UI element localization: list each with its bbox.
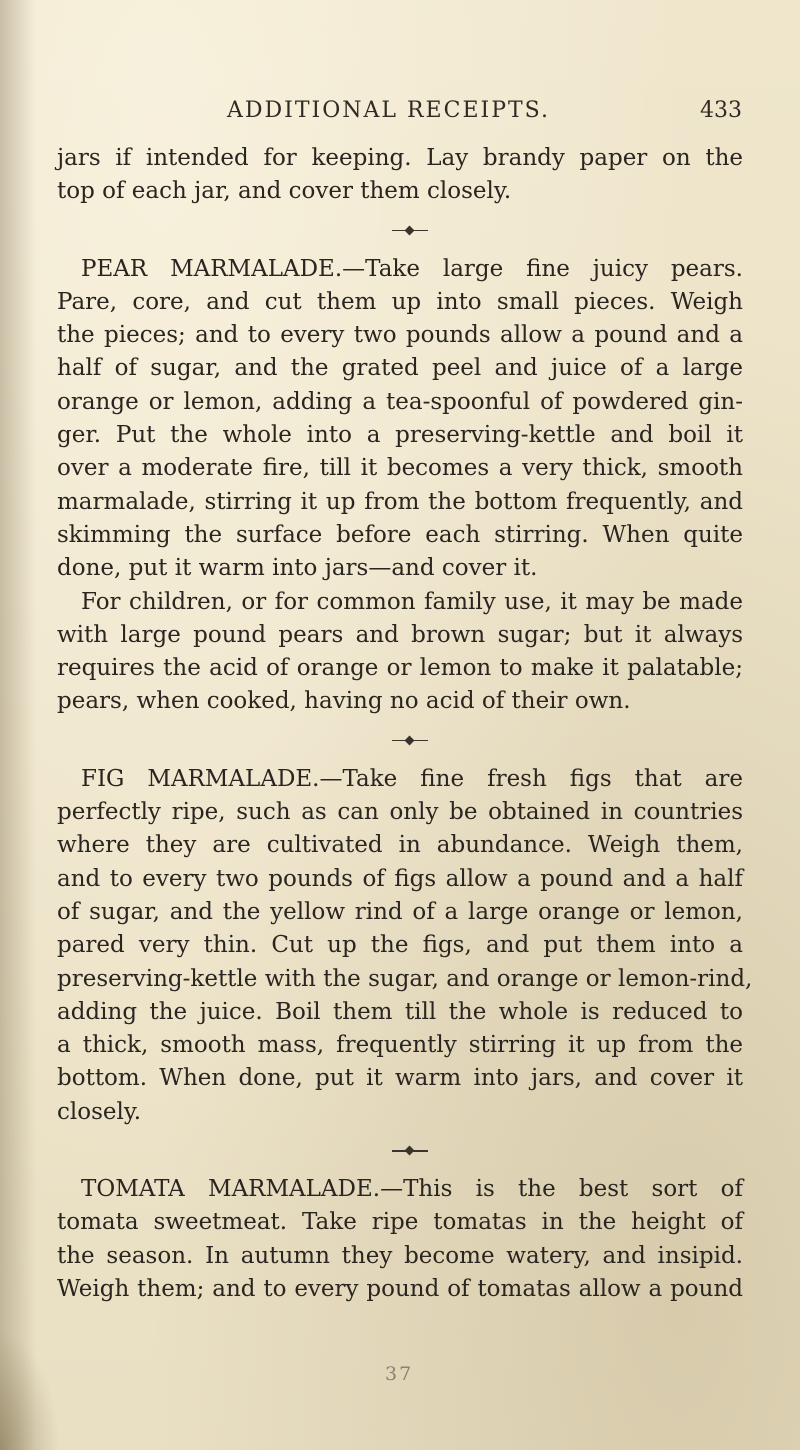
text-line: and to every two pounds of figs allow a pound and a half xyxy=(57,865,743,892)
page-stain xyxy=(0,1330,60,1450)
divider-ornament xyxy=(405,1146,415,1156)
text-line: requires the acid of orange or lemon to make it palatable; xyxy=(57,655,743,682)
text-line: with large pound pears and brown sugar; but it always xyxy=(57,621,743,648)
text-line: orange or lemon, adding a tea-spoonful of powdered gin- xyxy=(57,388,743,415)
text-line: perfectly ripe, such as can only be obtained in countries xyxy=(57,799,743,826)
signature-mark: 37 xyxy=(385,1363,414,1385)
recipe-heading-line: PEAR MARMALADE.—Take large fine juicy pears. xyxy=(81,255,743,282)
page-gutter-shadow xyxy=(0,0,36,1450)
text-line: pears, when cooked, having no acid of their own. xyxy=(57,688,631,715)
text-line: done, put it warm into jars—and cover it. xyxy=(57,555,538,582)
text-line: Weigh them; and to every pound of tomatas allow a pound xyxy=(57,1275,743,1302)
text-line: ger. Put the whole into a preserving-kettle and boil it xyxy=(57,422,743,449)
text-line: preserving-kettle with the sugar, and orange or lemon-rind, xyxy=(57,965,753,992)
section-divider xyxy=(57,209,743,253)
text-line: top of each jar, and cover them closely. xyxy=(57,178,512,205)
page-header xyxy=(0,98,800,138)
text-line: of sugar, and the yellow rind of a large orange or lemon, xyxy=(57,898,743,925)
text-line: a thick, smooth mass, frequently stirring it up from the xyxy=(57,1032,743,1059)
recipe-heading-line: FIG MARMALADE.—Take fine fresh figs that are xyxy=(81,765,743,792)
text-line: tomata sweetmeat. Take ripe tomatas in the height of xyxy=(57,1209,743,1236)
text-line: the pieces; and to every two pounds allow a pound and a xyxy=(57,322,743,349)
text-line: over a moderate fire, till it becomes a very thick, smooth xyxy=(57,455,743,482)
text-line: the season. In autumn they become watery, and insipid. xyxy=(57,1242,743,1269)
page-number: 433 xyxy=(700,98,742,123)
text-line: half of sugar, and the grated peel and juice of a large xyxy=(57,355,743,382)
text-line: Pare, core, and cut them up into small pieces. Weigh xyxy=(57,288,743,315)
text-line: jars if intended for keeping. Lay brandy paper on the xyxy=(57,145,743,171)
text-line: where they are cultivated in abundance. Weigh them, xyxy=(57,832,743,859)
recipe-heading-line: TOMATA MARMALADE.—This is the best sort of xyxy=(81,1176,743,1203)
text-line: pared very thin. Cut up the figs, and put them into a xyxy=(57,932,743,959)
text-line: marmalade, stirring it up from the bottom frequently, and xyxy=(57,488,743,515)
running-head: ADDITIONAL RECEIPTS. xyxy=(227,98,550,123)
divider-ornament xyxy=(405,225,415,235)
text-line: For children, or for common family use, it may be made xyxy=(81,588,743,615)
section-divider xyxy=(57,719,743,763)
text-line: adding the juice. Boil them till the whole is reduced to xyxy=(57,998,743,1025)
section-divider xyxy=(57,1129,743,1173)
divider-ornament xyxy=(405,735,415,745)
text-line: bottom. When done, put it warm into jars, and cover it xyxy=(57,1065,743,1092)
text-line: closely. xyxy=(57,1098,142,1125)
body-text xyxy=(57,142,753,1306)
text-line: skimming the surface before each stirring. When quite xyxy=(57,521,743,548)
